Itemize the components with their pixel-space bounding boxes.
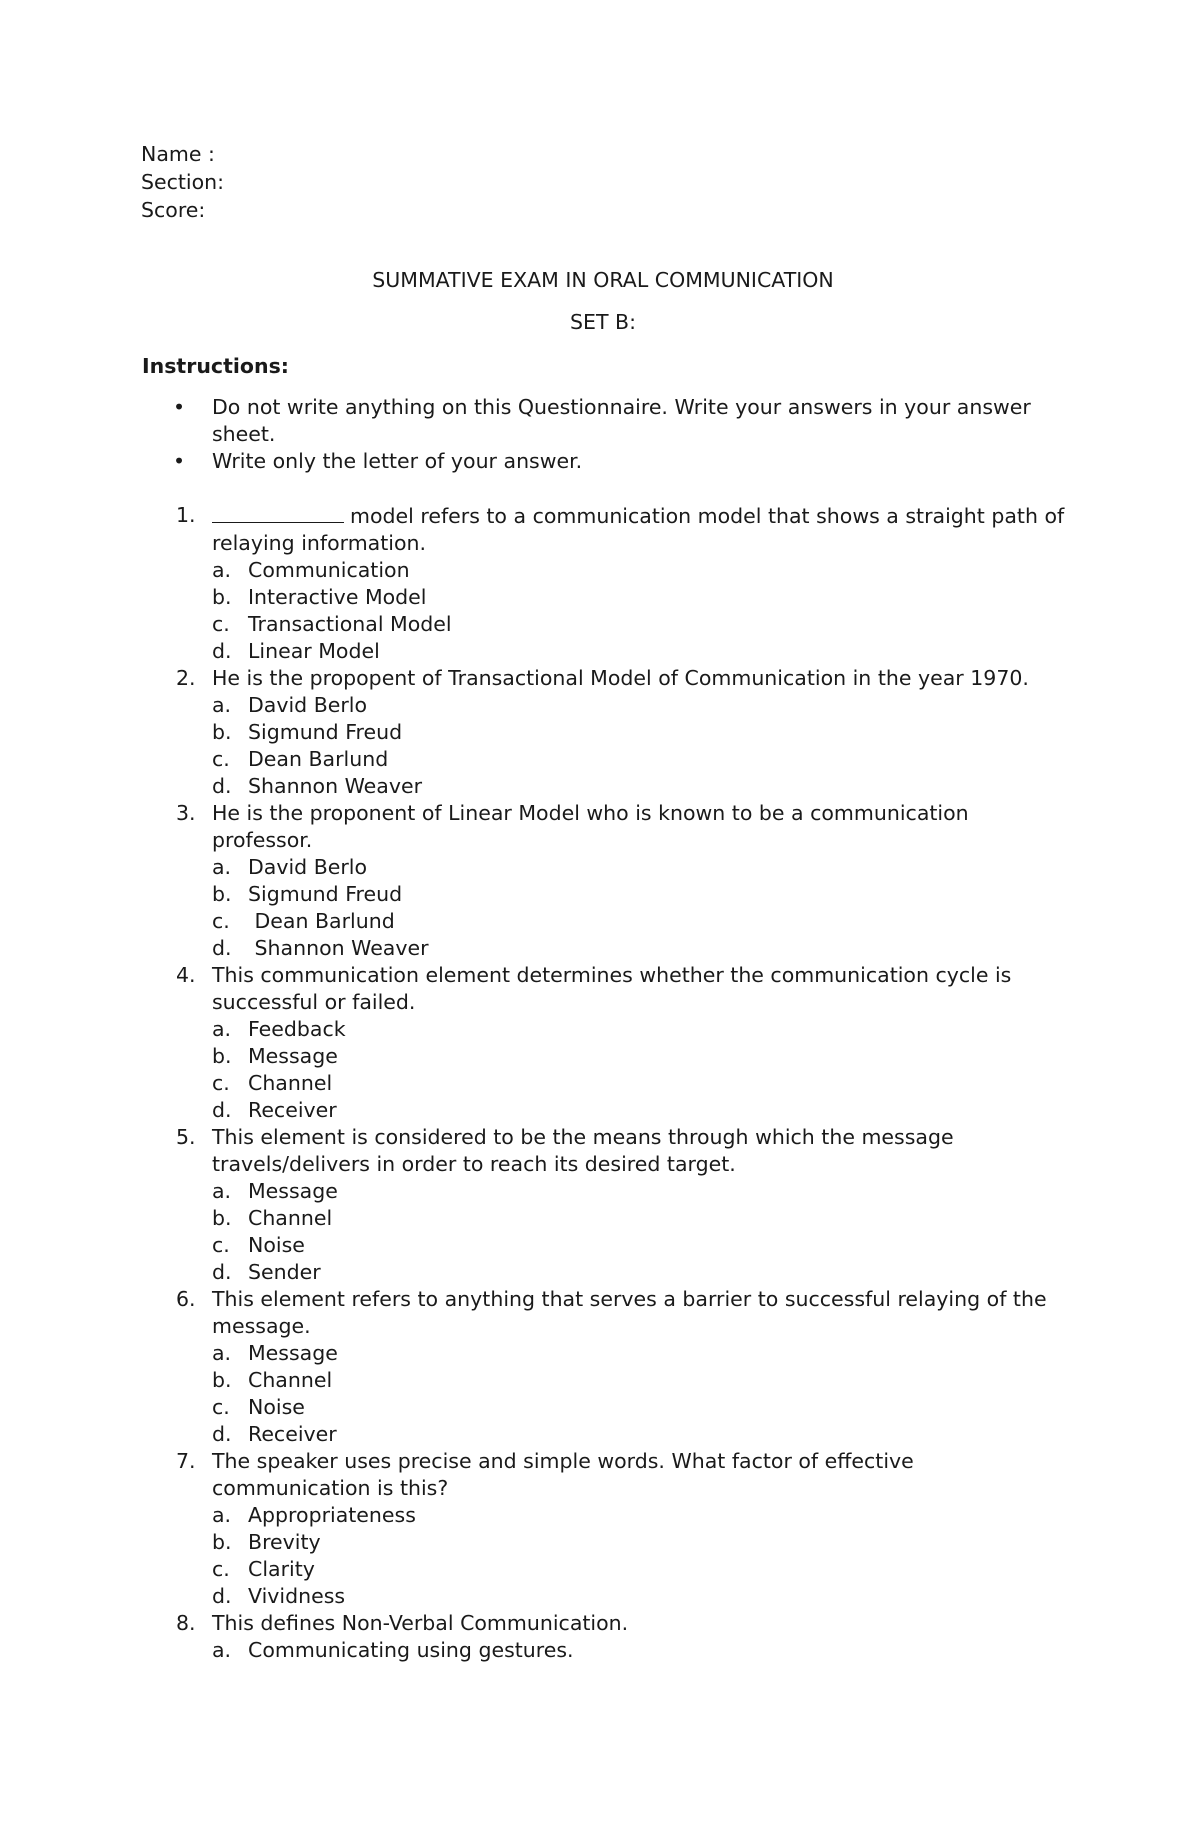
choice-letter: a.	[212, 855, 232, 879]
choice-text: Dean Barlund	[248, 909, 395, 933]
choice-item	[212, 746, 1072, 773]
question-number: 2.	[176, 666, 196, 690]
choice-letter: b.	[212, 1206, 232, 1230]
choice-letter: b.	[212, 882, 232, 906]
answer-blank-line	[212, 502, 344, 523]
choice-letter: d.	[212, 1260, 232, 1284]
score-label: Score:	[141, 198, 206, 222]
question-number: 1.	[176, 503, 196, 527]
choice-text: Clarity	[248, 1557, 315, 1581]
choice-letter: d.	[212, 936, 232, 960]
choice-text: Communication	[248, 558, 410, 582]
choice-letter: c.	[212, 909, 230, 933]
name-label: Name :	[141, 142, 215, 166]
choice-letter: c.	[212, 1071, 230, 1095]
choice-text: Appropriateness	[248, 1503, 416, 1527]
question-item	[142, 1448, 1072, 1610]
choice-item	[212, 881, 1072, 908]
question-stem	[212, 1448, 1072, 1502]
choice-list	[212, 1637, 1072, 1664]
choice-item	[212, 638, 1072, 665]
choice-text: Dean Barlund	[248, 747, 389, 771]
choice-item	[212, 1394, 1072, 1421]
exam-title: SUMMATIVE EXAM IN ORAL COMMUNICATION	[372, 268, 834, 292]
question-text: He is the proponent of Linear Model who is known to be a communication professor.	[212, 801, 969, 852]
choice-item	[212, 1421, 1072, 1448]
choice-item	[212, 1529, 1072, 1556]
choice-item	[212, 908, 1072, 935]
student-info-header	[141, 140, 224, 224]
choice-item	[212, 1178, 1072, 1205]
choice-letter: a.	[212, 1179, 232, 1203]
question-number: 5.	[176, 1125, 196, 1149]
choice-text: Transactional Model	[248, 612, 452, 636]
choice-text: Sender	[248, 1260, 321, 1284]
choice-text: Feedback	[248, 1017, 346, 1041]
choice-item	[212, 1205, 1072, 1232]
question-text: model refers to a communication model that shows a straight path of relaying information.	[212, 504, 1065, 555]
choice-item	[212, 1340, 1072, 1367]
instructions-heading: Instructions:	[142, 354, 289, 378]
choice-text: Communicating using gestures.	[248, 1638, 574, 1662]
choice-item	[212, 1637, 1072, 1664]
choice-text: Linear Model	[248, 639, 380, 663]
choice-text: David Berlo	[248, 855, 368, 879]
choice-letter: c.	[212, 612, 230, 636]
choice-letter: b.	[212, 720, 232, 744]
question-stem	[212, 1286, 1072, 1340]
choice-text: Receiver	[248, 1422, 337, 1446]
choice-item	[212, 557, 1072, 584]
question-item	[142, 962, 1072, 1124]
question-stem	[212, 502, 1072, 557]
choice-text: Brevity	[248, 1530, 321, 1554]
choice-letter: b.	[212, 585, 232, 609]
question-text: This communication element determines whether the communication cycle is successful or failed.	[212, 963, 1012, 1014]
instruction-text: Write only the letter of your answer.	[212, 449, 583, 473]
choice-item	[212, 1259, 1072, 1286]
question-text: The speaker uses precise and simple words. What factor of effective communication is this?	[212, 1449, 914, 1500]
question-number: 8.	[176, 1611, 196, 1635]
choice-list	[212, 692, 1072, 800]
question-text: This element refers to anything that serves a barrier to successful relaying of the message.	[212, 1287, 1047, 1338]
choice-text: Channel	[248, 1071, 333, 1095]
choice-text: Message	[248, 1044, 338, 1068]
choice-letter: c.	[212, 1233, 230, 1257]
choice-text: Sigmund Freud	[248, 720, 403, 744]
section-label: Section:	[141, 170, 225, 194]
choice-text: Message	[248, 1179, 338, 1203]
choice-item	[212, 1502, 1072, 1529]
question-item	[142, 1286, 1072, 1448]
choice-letter: c.	[212, 747, 230, 771]
choice-letter: b.	[212, 1368, 232, 1392]
question-stem	[212, 1124, 1072, 1178]
instructions-list	[142, 394, 1062, 475]
choice-text: Shannon Weaver	[248, 774, 423, 798]
choice-text: Vividness	[248, 1584, 346, 1608]
choice-item	[212, 1232, 1072, 1259]
choice-list	[212, 1178, 1072, 1286]
choice-letter: a.	[212, 1341, 232, 1365]
question-text: This element is considered to be the means through which the message travels/delivers in order to reach its desired target.	[212, 1125, 954, 1176]
choice-letter: a.	[212, 1503, 232, 1527]
choice-text: Noise	[248, 1395, 305, 1419]
choice-item	[212, 1097, 1072, 1124]
choice-item	[212, 1583, 1072, 1610]
choice-item	[212, 719, 1072, 746]
choice-letter: a.	[212, 558, 232, 582]
question-stem	[212, 800, 1072, 854]
question-text: This defines Non-Verbal Communication.	[212, 1611, 629, 1635]
question-number: 7.	[176, 1449, 196, 1473]
choice-text: Channel	[248, 1206, 333, 1230]
question-item	[142, 502, 1072, 665]
choice-letter: c.	[212, 1395, 230, 1419]
choice-list	[212, 1016, 1072, 1124]
question-stem	[212, 962, 1072, 1016]
choice-item	[212, 935, 1072, 962]
choice-item	[212, 692, 1072, 719]
choice-text: David Berlo	[248, 693, 368, 717]
choice-list	[212, 557, 1072, 665]
choice-letter: c.	[212, 1557, 230, 1581]
choice-text: Message	[248, 1341, 338, 1365]
question-number: 3.	[176, 801, 196, 825]
choice-text: Sigmund Freud	[248, 882, 403, 906]
question-item	[142, 1124, 1072, 1286]
choice-item	[212, 1016, 1072, 1043]
choice-letter: d.	[212, 1098, 232, 1122]
choice-letter: d.	[212, 639, 232, 663]
question-item	[142, 1610, 1072, 1664]
question-number: 6.	[176, 1287, 196, 1311]
choice-letter: a.	[212, 693, 232, 717]
choice-item	[212, 1367, 1072, 1394]
choice-list	[212, 1502, 1072, 1610]
choice-text: Shannon Weaver	[248, 936, 429, 960]
choice-letter: b.	[212, 1530, 232, 1554]
question-number: 4.	[176, 963, 196, 987]
bullet-icon: •	[173, 395, 186, 419]
choice-letter: a.	[212, 1638, 232, 1662]
choice-text: Receiver	[248, 1098, 337, 1122]
instruction-item	[142, 394, 1062, 448]
choice-letter: d.	[212, 1584, 232, 1608]
question-item	[142, 665, 1072, 800]
choice-letter: d.	[212, 774, 232, 798]
choice-letter: b.	[212, 1044, 232, 1068]
question-stem	[212, 665, 1072, 692]
choice-list	[212, 1340, 1072, 1448]
question-stem	[212, 1610, 1072, 1637]
choice-item	[212, 773, 1072, 800]
choice-item	[212, 1043, 1072, 1070]
choice-letter: d.	[212, 1422, 232, 1446]
choice-text: Channel	[248, 1368, 333, 1392]
choice-text: Noise	[248, 1233, 305, 1257]
choice-text: Interactive Model	[248, 585, 427, 609]
choice-item	[212, 1070, 1072, 1097]
choice-letter: a.	[212, 1017, 232, 1041]
instruction-item	[142, 448, 1062, 475]
instruction-text: Do not write anything on this Questionnaire. Write your answers in your answer sheet.	[212, 395, 1031, 446]
choice-item	[212, 611, 1072, 638]
choice-item	[212, 584, 1072, 611]
exam-set: SET B:	[570, 310, 636, 334]
choice-item	[212, 1556, 1072, 1583]
choice-list	[212, 854, 1072, 962]
choice-item	[212, 854, 1072, 881]
question-item	[142, 800, 1072, 962]
bullet-icon: •	[173, 449, 186, 473]
question-text: He is the propopent of Transactional Model of Communication in the year 1970.	[212, 666, 1029, 690]
question-list	[142, 502, 1072, 1664]
